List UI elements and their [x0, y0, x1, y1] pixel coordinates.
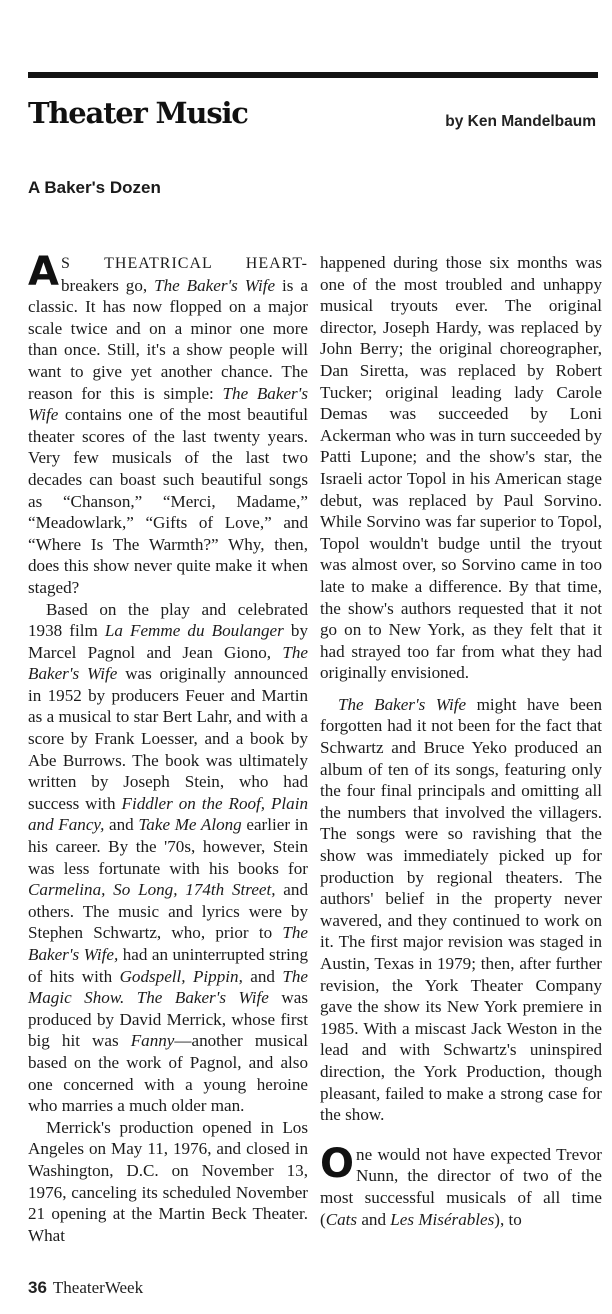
- paragraph-5: The Baker's Wife might have been forgotten had it not been for the fact that Schwartz and Bruce Yeko produced an album of ten of its songs, featuring only the four final principals and omitting all the numbers that involved the villagers. The songs were so ravishing that the show was immediately picked up for production by regional theaters. The authors' belief in the property never wavered, and they continued to work on it. The first major revision was staged in Austin, Texas in 1979; then, after further revision, the York Theater Company gave the show its New York premiere in 1985. With a miscast Jack Weston in the lead and with Schwartz's uninspired direction, the York Production, though pleasant, failed to make a strong case for the show.: [320, 694, 602, 1125]
- page-number: 36: [28, 1278, 47, 1297]
- publication-name: TheaterWeek: [52, 1278, 144, 1297]
- article-column-left: [28, 249, 309, 1246]
- article-column-right: [320, 252, 602, 1230]
- top-rule: [28, 72, 598, 78]
- section-title: Theater Music: [28, 96, 248, 130]
- paragraph-4: happened during those six months was one of the most troubled and unhappy musical tryouts ever. The original director, Joseph Hardy, was replaced by John Berry; the original choreographer, Dan Siretta, was replaced by Robert Tucker; original leading lady Carole Demas was succeeded by Loni Ackerman who was in turn succeeded by Patti Lupone; and the show's star, the Israeli actor Topol in his American stage debut, was replaced by Paul Sorvino. While Sorvino was far superior to Topol, Topol wouldn't budge until the tryout was almost over, so Sorvino came in too late to make a difference. By that time, the show's authors requested that it not go on to New York, as they felt that it had strayed too far from what they had originally envisioned.: [320, 253, 602, 683]
- drop-cap-2: O: [320, 1140, 355, 1187]
- paragraph-1: A S THEATRICAL HEART- breakers go, The Baker's Wife is a classic. It has now flopped on a major scale twice and on a minor one more than once. Still, it's a show people will want to give yet another chance. The reason for this is simple: The Baker's Wife contains one of the most beautiful theater scores of the last twenty years. Very few musicals of the last two decades can boast such beautiful songs as “Chanson,” “Merci, Madame,” “Meadowlark,” “Gifts of Love,” and “Where Is The Warmth?” Why, then, does this show never quite make it when staged?: [28, 249, 308, 597]
- paragraph-3: Merrick's production opened in Los Angeles on May 11, 1976, and closed in Washington, D.C. on November 13, 1976, canceling its scheduled November 21 opening at the Martin Beck Theater. What: [28, 1117, 308, 1245]
- drop-cap: A: [28, 249, 59, 295]
- article-subhead: A Baker's Dozen: [28, 178, 161, 197]
- page-footer: [28, 1278, 143, 1298]
- paragraph-2: Based on the play and celebrated 1938 film La Femme du Boulanger by Marcel Pagnol and Jean Giono, The Baker's Wife was originally announced in 1952 by producers Feuer and Martin as a musical to star Bert Lahr, and with a score by Frank Loesser, and a book by Abe Burrows. The book was ultimately written by Joseph Stein, who had success with Fiddler on the Roof, Plain and Fancy, and Take Me Along earlier in his career. By the '70s, however, Stein was less fortunate with his books for Carmelina, So Long, 174th Street, and others. The music and lyrics were by Stephen Schwartz, who, prior to The Baker's Wife, had an uninterrupted string of hits with Godspell, Pippin, and The Magic Show. The Baker's Wife was produced by David Merrick, whose first big hit was Fanny—another musical based on the work of Pagnol, and also one concerned with a young heroine who marries a much older man.: [28, 599, 309, 1116]
- byline: by Ken Mandelbaum: [445, 113, 596, 130]
- paragraph-6: One would not have expected Trevor Nunn, the director of two of the most successful musicals of all time (Cats and Les Misérables), to: [320, 1140, 602, 1229]
